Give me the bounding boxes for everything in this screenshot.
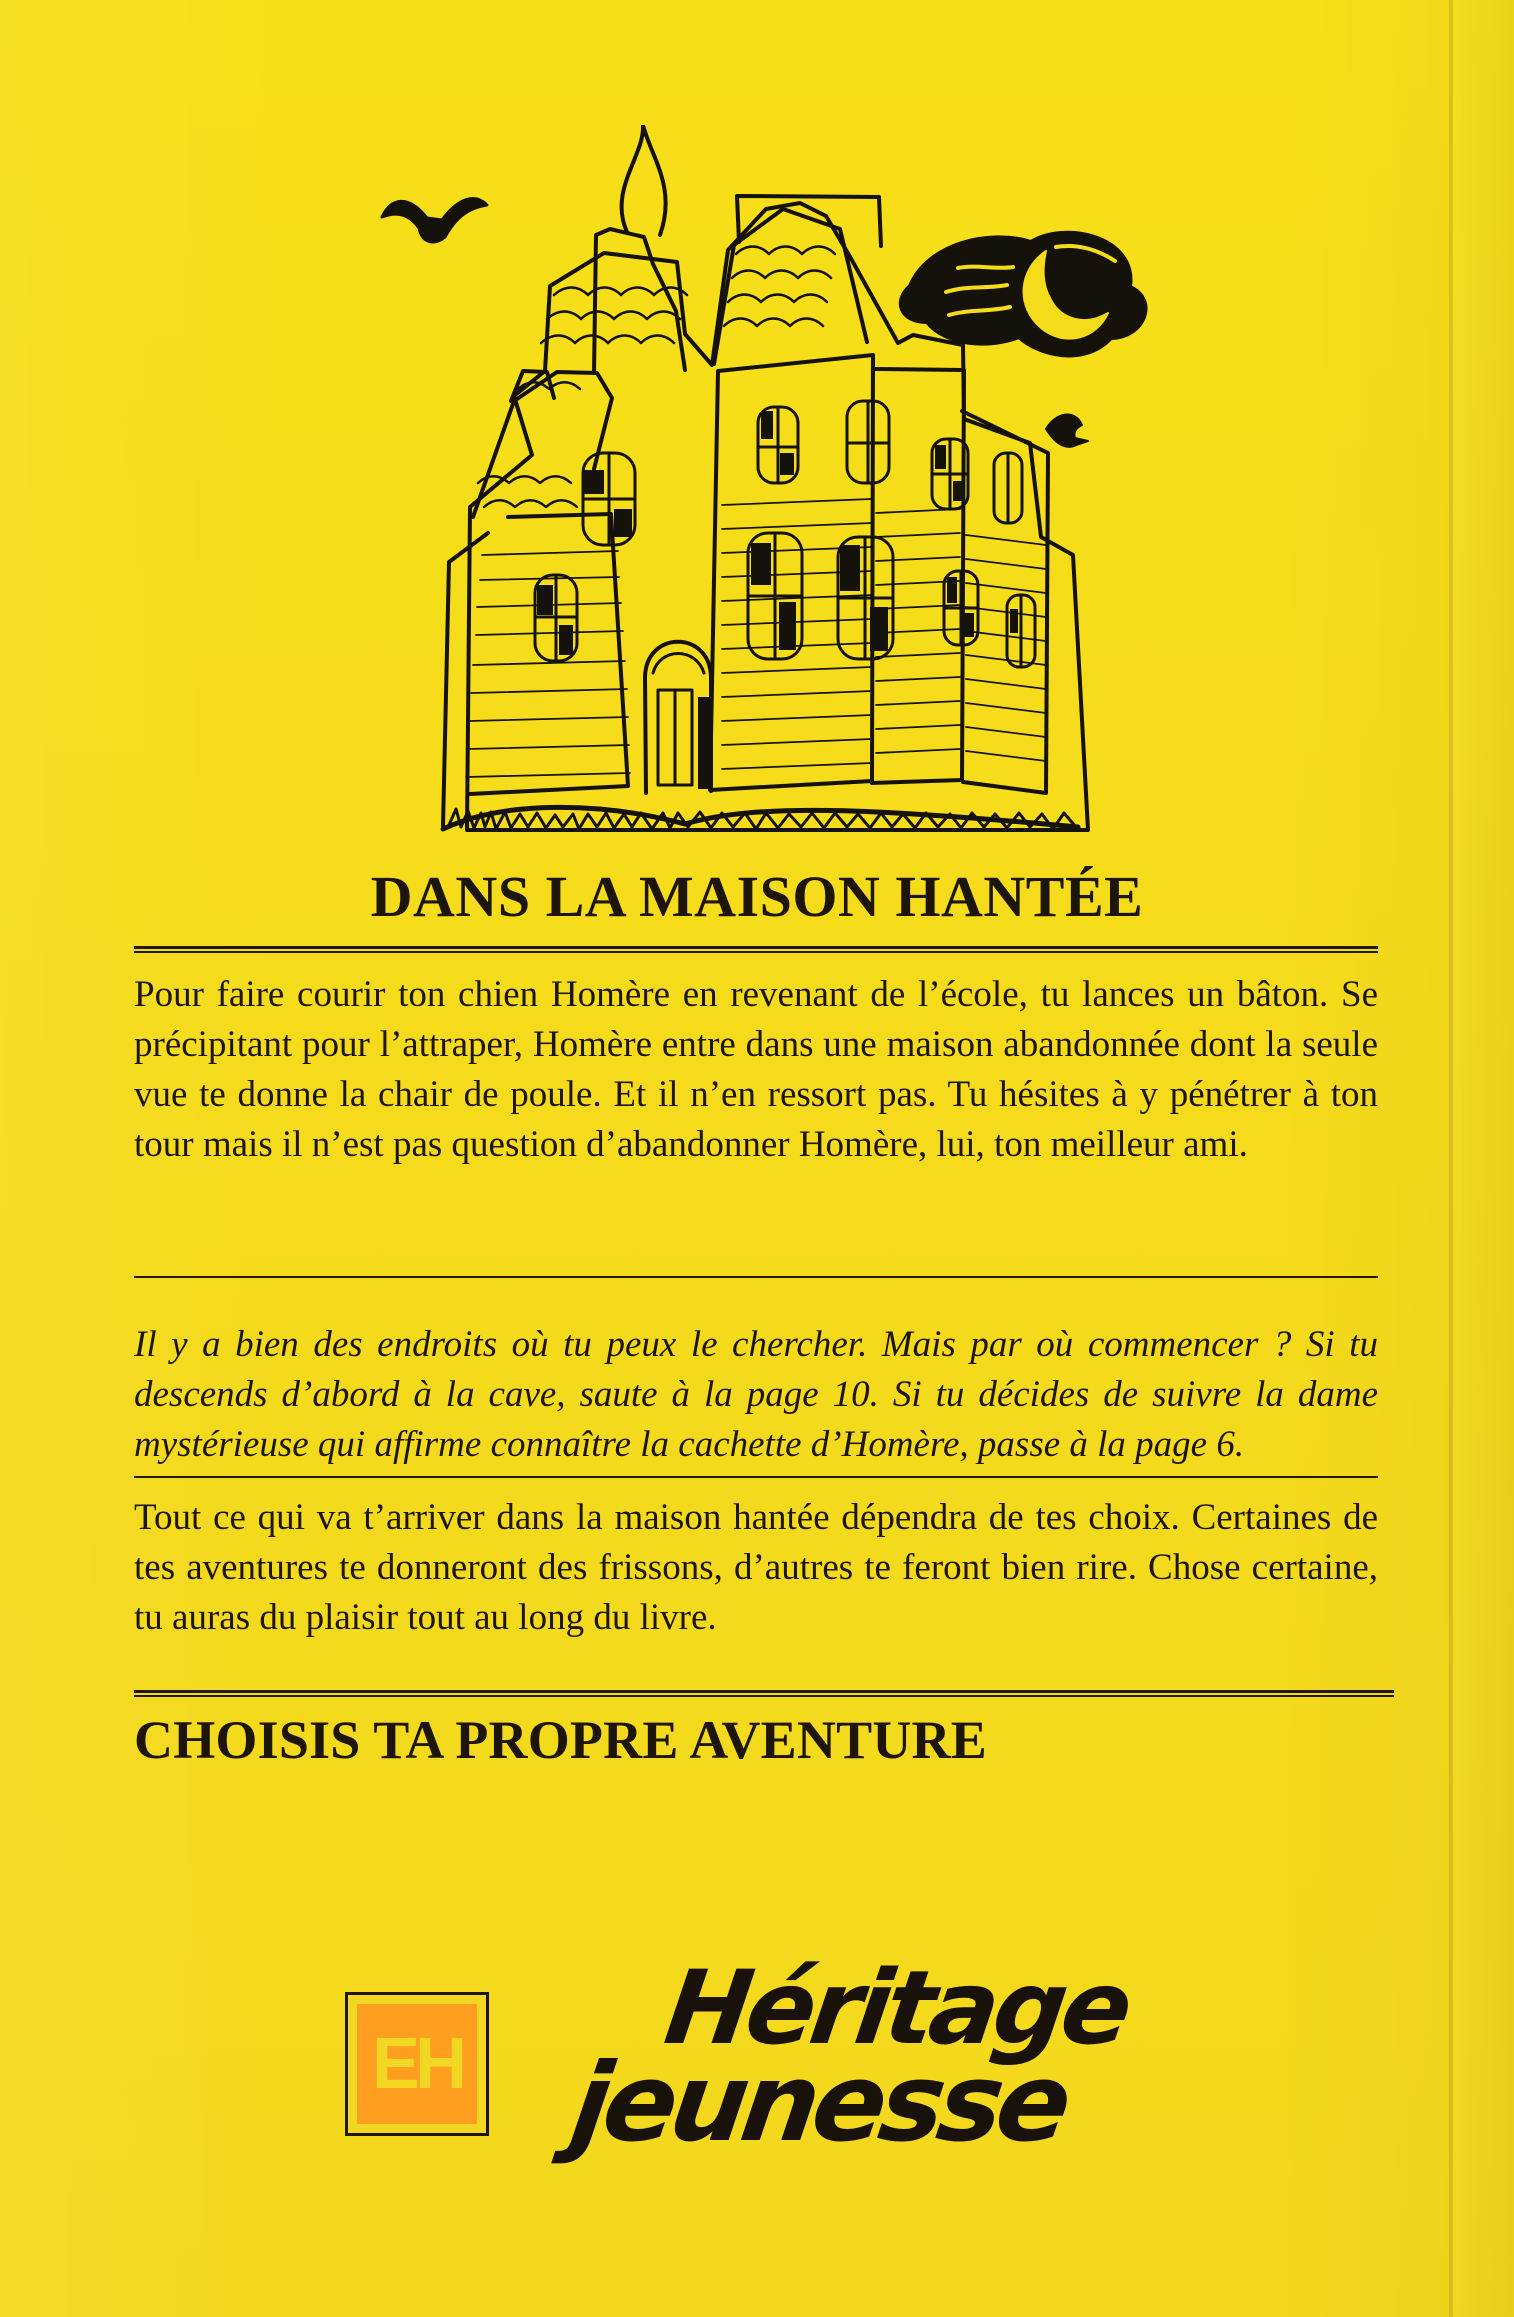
- right-edge-shadow: [1450, 0, 1514, 2317]
- choices-divider: [134, 1476, 1378, 1478]
- publisher-name: [540, 1949, 1154, 2198]
- publisher-name-line-2: jeunesse: [564, 2041, 1074, 2166]
- haunted-house-illustration: [340, 125, 1150, 835]
- series-title: CHOISIS TA PROPRE AVENTURE: [134, 1710, 987, 1770]
- intro-paragraph: Pour faire courir ton chien Homère en revenant de l’école, tu lances un bâton. Se précipitant pour l’attraper, Homère entre dans une maison abandonnée dont la seule vue te donne la chair de poule. Et il n’en ressort pas. Tu hésites à y pénétrer à ton tour mais il n’est pas question d’abandonner Homère, lui, ton meilleur ami.: [134, 974, 1378, 1165]
- intro-divider: [134, 1276, 1378, 1278]
- choices-paragraph: Il y a bien des endroits où tu peux le chercher. Mais par où commencer ? Si tu descends d’abord à la cave, saute à la page 10. Si tu décides de suivre la dame mystérieuse qui affirme connaître la cachette d’Homère, passe à la page 6.: [134, 1324, 1378, 1465]
- series-divider: [134, 1690, 1394, 1697]
- publisher-name-line-1: Héritage: [658, 1949, 1135, 2068]
- closing-paragraph: Tout ce qui va t’arriver dans la maison hantée dépendra de tes choix. Certaines de tes aventures te donneront des frissons, d’autres te feront bien rire. Chose certaine, tu auras du plaisir tout au long du livre.: [134, 1497, 1378, 1638]
- book-title: DANS LA MAISON HANTÉE: [370, 864, 1144, 929]
- top-divider: [134, 946, 1378, 953]
- publisher-logo: [345, 1992, 489, 2136]
- publisher-logo-mark: EH: [357, 2004, 477, 2124]
